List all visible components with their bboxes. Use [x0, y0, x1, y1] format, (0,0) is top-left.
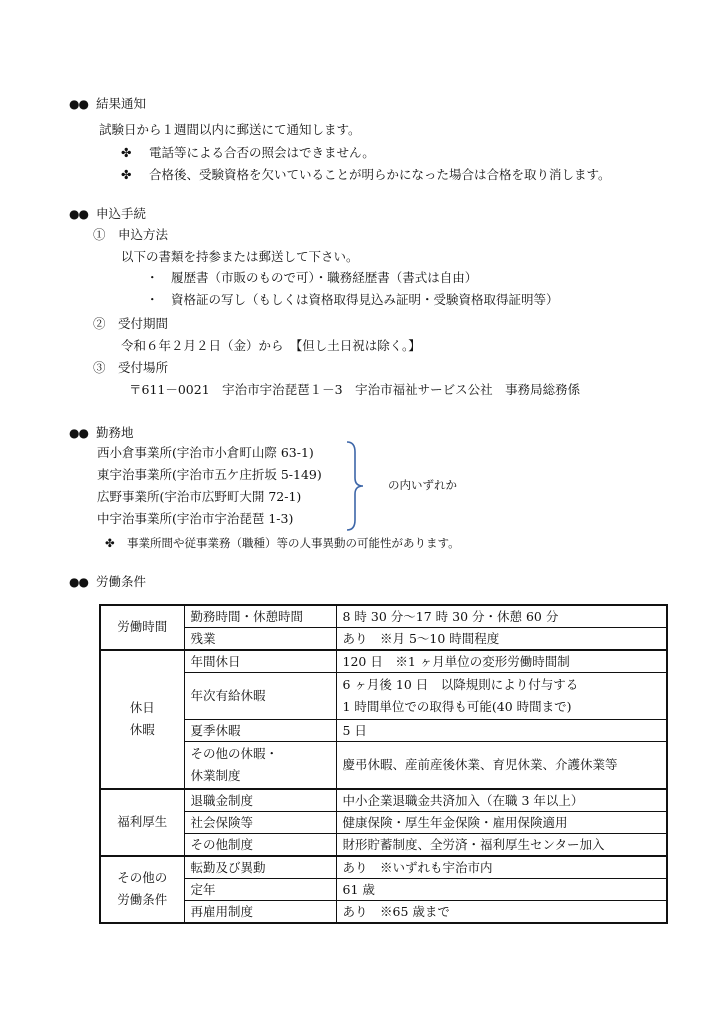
table-row [100, 650, 667, 673]
item-cell: 年間休日 [184, 650, 336, 673]
table-row [100, 673, 667, 720]
value-cell: 61 歳 [336, 878, 667, 900]
workplace-note: ✤ 事業所間や従事業務（職種）等の人事異動の可能性があります。 [105, 536, 460, 550]
table-row [100, 628, 667, 651]
item-cell: 再雇用制度 [184, 900, 336, 923]
table-row [100, 856, 667, 879]
item-cell: 定年 [184, 878, 336, 900]
section-heading-application: ●● 申込手続 [69, 206, 146, 221]
office-item: 広野事業所(宇治市広野町大開 72-1) [97, 489, 302, 504]
method-label: ① 申込方法 [93, 227, 169, 242]
value-cell: 慶弔休暇、産前産後休業、育児休業、介護休業等 [336, 741, 667, 788]
result-note-1: ✤ 電話等による合否の照会はできません。 [121, 145, 375, 160]
bullet-icon: ●● [69, 426, 88, 440]
value-cell: 5 日 [336, 719, 667, 741]
table-row [100, 719, 667, 741]
item-cell: 勤務時間・休憩時間 [184, 605, 336, 628]
method-item-1: ・ 履歴書（市販のもので可）・職務経歴書（書式は自由） [146, 270, 478, 285]
result-note-2: ✤ 合格後、受験資格を欠いていることが明らかになった場合は合格を取り消します。 [121, 167, 611, 182]
office-item: 西小倉事業所(宇治市小倉町山際 63-1) [97, 445, 314, 460]
category-cell: 労働時間 [100, 605, 184, 650]
item-cell: 社会保険等 [184, 811, 336, 833]
item-cell: 年次有給休暇 [184, 673, 336, 720]
item-cell: 夏季休暇 [184, 719, 336, 741]
value-cell: あり ※いずれも宇治市内 [336, 856, 667, 879]
star-bullet-icon: ✤ [121, 167, 132, 182]
method-item-2: ・ 資格証の写し（もしくは資格取得見込み証明・受験資格取得証明等） [146, 292, 559, 307]
office-item: 東宇治事業所(宇治市五ケ庄折坂 5-149) [97, 467, 322, 482]
table-row [100, 833, 667, 856]
table-row [100, 811, 667, 833]
office-item: 中宇治事業所(宇治市宇治琵琶 1-3) [97, 511, 294, 526]
period-label: ② 受付期間 [93, 316, 169, 331]
value-cell: あり ※月 5～10 時間程度 [336, 628, 667, 651]
place-text: 〒611－0021 宇治市宇治琵琶１－3 宇治市福祉サービス公社 事務局総務係 [129, 382, 581, 397]
star-bullet-icon: ✤ [121, 145, 132, 160]
table-row [100, 789, 667, 812]
section-heading-conditions: ●● 労働条件 [69, 574, 146, 589]
category-cell: 休日 休暇 [100, 650, 184, 789]
category-cell: その他の 労働条件 [100, 856, 184, 923]
value-cell: 財形貯蓄制度、全労済・福利厚生センター加入 [336, 833, 667, 856]
star-bullet-icon: ✤ [105, 536, 115, 550]
right-brace-icon [345, 440, 365, 532]
item-cell: その他の休暇・ 休業制度 [184, 741, 336, 788]
item-cell: 残業 [184, 628, 336, 651]
value-cell: 中小企業退職金共済加入（在職 3 年以上） [336, 789, 667, 812]
brace-note: の内いずれか [388, 478, 457, 492]
bullet-icon: ●● [69, 207, 88, 221]
value-cell: 8 時 30 分～17 時 30 分・休憩 60 分 [336, 605, 667, 628]
period-text: 令和６年２月２日（金）から 【但し土日祝は除く。】 [121, 338, 421, 353]
value-cell: 6 ヶ月後 10 日 以降規則により付与する 1 時間単位での取得も可能(40 時間まで) [336, 673, 667, 720]
working-conditions-table [99, 604, 668, 924]
value-cell: あり ※65 歳まで [336, 900, 667, 923]
value-cell: 健康保険・厚生年金保険・雇用保険適用 [336, 811, 667, 833]
category-cell: 福利厚生 [100, 789, 184, 856]
item-cell: 転勤及び異動 [184, 856, 336, 879]
result-text: 試験日から１週間以内に郵送にて通知します。 [99, 122, 361, 137]
section-heading-result: ●● 結果通知 [69, 96, 146, 111]
table-row [100, 605, 667, 628]
table-row [100, 741, 667, 788]
bullet-icon: ●● [69, 97, 88, 111]
table-row [100, 878, 667, 900]
table-row [100, 900, 667, 923]
bullet-icon: ●● [69, 575, 88, 589]
section-heading-workplace: ●● 勤務地 [69, 425, 134, 440]
value-cell: 120 日 ※1 ヶ月単位の変形労働時間制 [336, 650, 667, 673]
item-cell: 退職金制度 [184, 789, 336, 812]
method-intro: 以下の書類を持参または郵送して下さい。 [121, 249, 359, 264]
item-cell: その他制度 [184, 833, 336, 856]
place-label: ③ 受付場所 [93, 360, 169, 375]
